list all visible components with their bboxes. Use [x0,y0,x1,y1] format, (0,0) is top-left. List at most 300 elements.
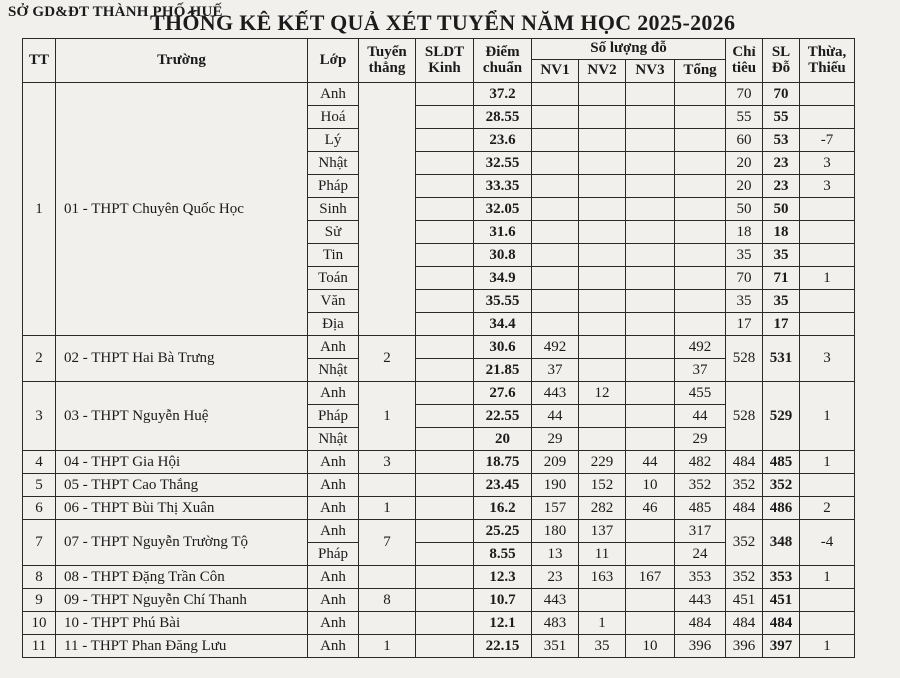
row-nv2 [579,405,626,428]
row-nv2 [579,359,626,382]
row-nv1 [532,152,579,175]
row-lop: Hoá [308,106,359,129]
row-tt: 2 [23,336,56,382]
row-chi-tieu: 484 [726,497,763,520]
row-lop: Sinh [308,198,359,221]
row-nv3: 167 [626,566,675,589]
row-nv1: 351 [532,635,579,658]
row-lop: Nhật [308,152,359,175]
table-row [23,336,855,359]
row-lop: Pháp [308,175,359,198]
row-sl-do: 17 [763,313,800,336]
row-sl-do: 353 [763,566,800,589]
row-tong: 29 [675,428,726,451]
row-nv2: 35 [579,635,626,658]
row-tong [675,175,726,198]
col-diem-chuan [474,39,532,83]
row-thua-thieu [800,221,855,244]
row-nv2 [579,244,626,267]
row-nv2: 1 [579,612,626,635]
row-nv3 [626,589,675,612]
row-nv1: 157 [532,497,579,520]
col-sl-do-label: SL Đỗ [771,43,791,76]
row-diem-chuan: 33.35 [474,175,532,198]
row-chi-tieu: 396 [726,635,763,658]
row-sl-do: 485 [763,451,800,474]
row-sl-do: 23 [763,152,800,175]
row-lop: Sử [308,221,359,244]
row-nv3 [626,244,675,267]
table-row [23,612,855,635]
col-tuyen-thang-label: Tuyển thẳng [367,43,407,76]
row-school-name: 04 - THPT Gia Hội [56,451,308,474]
row-tuyen-thang [359,612,416,635]
row-lop: Tin [308,244,359,267]
row-chi-tieu: 35 [726,290,763,313]
row-nv2 [579,106,626,129]
row-lop: Văn [308,290,359,313]
row-diem-chuan: 12.1 [474,612,532,635]
row-thua-thieu [800,474,855,497]
row-chi-tieu: 20 [726,152,763,175]
row-tt: 7 [23,520,56,566]
row-lop: Anh [308,566,359,589]
row-diem-chuan: 8.55 [474,543,532,566]
row-nv3 [626,359,675,382]
row-tong: 353 [675,566,726,589]
row-nv3 [626,267,675,290]
row-diem-chuan: 25.25 [474,520,532,543]
row-chi-tieu: 60 [726,129,763,152]
table-row [23,474,855,497]
col-nv2: NV2 [579,60,626,83]
row-tt: 1 [23,83,56,336]
row-nv2: 152 [579,474,626,497]
row-diem-chuan: 23.6 [474,129,532,152]
col-sl-do [763,39,800,83]
row-chi-tieu: 352 [726,474,763,497]
row-tong: 482 [675,451,726,474]
row-nv3 [626,520,675,543]
row-sldt-kinh [416,543,474,566]
row-thua-thieu: 1 [800,566,855,589]
col-thua-thieu [800,39,855,83]
row-tuyen-thang: 7 [359,520,416,566]
row-nv3: 46 [626,497,675,520]
row-nv1 [532,290,579,313]
row-lop: Anh [308,497,359,520]
row-thua-thieu: 1 [800,635,855,658]
row-thua-thieu: 3 [800,152,855,175]
row-nv1 [532,244,579,267]
row-tong [675,83,726,106]
row-tong [675,313,726,336]
row-nv2 [579,152,626,175]
col-nv1: NV1 [532,60,579,83]
row-lop: Anh [308,336,359,359]
row-nv1: 44 [532,405,579,428]
row-nv2 [579,221,626,244]
row-diem-chuan: 21.85 [474,359,532,382]
table-row [23,83,855,106]
row-nv1 [532,267,579,290]
row-thua-thieu [800,106,855,129]
row-nv2 [579,290,626,313]
row-thua-thieu: 1 [800,267,855,290]
row-sl-do: 35 [763,244,800,267]
row-lop: Địa [308,313,359,336]
row-thua-thieu: 1 [800,382,855,451]
col-thua-thieu-label: Thừa, Thiếu [807,43,847,76]
table-row [23,589,855,612]
row-sldt-kinh [416,267,474,290]
row-tong [675,129,726,152]
row-school-name: 02 - THPT Hai Bà Trưng [56,336,308,382]
row-sldt-kinh [416,612,474,635]
row-sldt-kinh [416,382,474,405]
row-sldt-kinh [416,175,474,198]
row-sldt-kinh [416,520,474,543]
row-nv1: 23 [532,566,579,589]
row-sl-do: 71 [763,267,800,290]
row-nv1 [532,221,579,244]
row-thua-thieu [800,83,855,106]
row-diem-chuan: 22.15 [474,635,532,658]
row-chi-tieu: 17 [726,313,763,336]
row-diem-chuan: 20 [474,428,532,451]
row-nv1 [532,129,579,152]
row-thua-thieu: 1 [800,451,855,474]
row-tong: 484 [675,612,726,635]
row-chi-tieu: 50 [726,198,763,221]
col-tuyen-thang [359,39,416,83]
row-nv3 [626,106,675,129]
row-diem-chuan: 30.8 [474,244,532,267]
row-tong [675,267,726,290]
col-diem-chuan-label: Điểm chuẩn [482,43,523,76]
row-lop: Anh [308,635,359,658]
row-nv1: 492 [532,336,579,359]
row-sldt-kinh [416,336,474,359]
row-school-name: 09 - THPT Nguyễn Chí Thanh [56,589,308,612]
row-lop: Nhật [308,359,359,382]
row-tuyen-thang: 8 [359,589,416,612]
row-tt: 8 [23,566,56,589]
row-lop: Anh [308,382,359,405]
row-sldt-kinh [416,497,474,520]
row-chi-tieu: 18 [726,221,763,244]
col-lop: Lớp [308,39,359,83]
row-sldt-kinh [416,428,474,451]
row-sldt-kinh [416,451,474,474]
row-tong: 352 [675,474,726,497]
row-thua-thieu: -7 [800,129,855,152]
row-diem-chuan: 12.3 [474,566,532,589]
row-sldt-kinh [416,474,474,497]
row-sldt-kinh [416,152,474,175]
row-diem-chuan: 16.2 [474,497,532,520]
row-nv3 [626,428,675,451]
row-nv2: 282 [579,497,626,520]
col-so-luong-do: Số lượng đỗ [532,39,726,60]
row-sldt-kinh [416,566,474,589]
row-tuyen-thang [359,83,416,336]
row-nv3 [626,290,675,313]
row-chi-tieu: 20 [726,175,763,198]
row-nv2: 229 [579,451,626,474]
row-sldt-kinh [416,359,474,382]
row-nv3: 10 [626,474,675,497]
row-lop: Nhật [308,428,359,451]
row-lop: Anh [308,474,359,497]
row-tong [675,244,726,267]
row-nv2 [579,589,626,612]
row-sl-do: 50 [763,198,800,221]
row-diem-chuan: 27.6 [474,382,532,405]
row-nv2: 11 [579,543,626,566]
row-chi-tieu: 70 [726,83,763,106]
row-thua-thieu [800,313,855,336]
row-tt: 11 [23,635,56,658]
row-sldt-kinh [416,198,474,221]
col-sldt-kinh-label: SLDT Kinh [424,43,465,76]
row-nv2 [579,129,626,152]
row-nv1 [532,198,579,221]
row-nv3 [626,313,675,336]
row-diem-chuan: 18.75 [474,451,532,474]
row-sl-do: 451 [763,589,800,612]
row-sl-do: 486 [763,497,800,520]
row-sl-do: 529 [763,382,800,451]
row-nv2 [579,336,626,359]
row-sldt-kinh [416,106,474,129]
row-sl-do: 484 [763,612,800,635]
row-nv2 [579,83,626,106]
row-tuyen-thang: 1 [359,635,416,658]
row-sl-do: 55 [763,106,800,129]
table-row [23,497,855,520]
row-diem-chuan: 30.6 [474,336,532,359]
row-school-name: 08 - THPT Đặng Trần Côn [56,566,308,589]
table-row [23,520,855,543]
row-diem-chuan: 23.45 [474,474,532,497]
row-nv1 [532,175,579,198]
row-nv1: 13 [532,543,579,566]
row-nv2 [579,175,626,198]
row-lop: Pháp [308,405,359,428]
row-diem-chuan: 35.55 [474,290,532,313]
row-lop: Toán [308,267,359,290]
row-tuyen-thang [359,474,416,497]
row-tuyen-thang: 3 [359,451,416,474]
row-lop: Anh [308,520,359,543]
row-tt: 3 [23,382,56,451]
row-thua-thieu: 3 [800,175,855,198]
row-diem-chuan: 28.55 [474,106,532,129]
row-sldt-kinh [416,635,474,658]
row-sldt-kinh [416,589,474,612]
table-body [23,83,855,658]
row-nv3 [626,612,675,635]
row-nv2: 12 [579,382,626,405]
row-sl-do: 397 [763,635,800,658]
row-tong: 485 [675,497,726,520]
table-row [23,635,855,658]
row-nv1: 483 [532,612,579,635]
row-diem-chuan: 22.55 [474,405,532,428]
row-tong [675,290,726,313]
row-school-name: 06 - THPT Bùi Thị Xuân [56,497,308,520]
row-school-name: 07 - THPT Nguyễn Trường Tộ [56,520,308,566]
row-lop: Anh [308,451,359,474]
row-diem-chuan: 37.2 [474,83,532,106]
row-nv3 [626,129,675,152]
row-sldt-kinh [416,244,474,267]
row-diem-chuan: 32.05 [474,198,532,221]
col-chi-tieu-label: Chỉ tiêu [731,43,757,76]
row-nv3 [626,543,675,566]
row-thua-thieu: 2 [800,497,855,520]
row-sl-do: 531 [763,336,800,382]
agency-name: SỞ GD&ĐT THÀNH PHỐ HUẾ [8,4,223,20]
table-row [23,451,855,474]
row-nv3 [626,175,675,198]
row-school-name: 03 - THPT Nguyễn Huệ [56,382,308,451]
page-title: THỐNG KÊ KẾT QUẢ XÉT TUYỂN NĂM HỌC 2025-2026 [150,10,736,35]
row-nv2 [579,428,626,451]
col-truong: Trường [56,39,308,83]
row-diem-chuan: 34.4 [474,313,532,336]
row-tong: 317 [675,520,726,543]
row-nv1 [532,106,579,129]
row-chi-tieu: 451 [726,589,763,612]
row-chi-tieu: 352 [726,566,763,589]
row-nv1: 443 [532,589,579,612]
row-tong: 396 [675,635,726,658]
row-chi-tieu: 35 [726,244,763,267]
table-row [23,566,855,589]
row-tt: 4 [23,451,56,474]
row-nv3: 10 [626,635,675,658]
row-thua-thieu [800,290,855,313]
row-diem-chuan: 34.9 [474,267,532,290]
row-tong: 37 [675,359,726,382]
row-nv3 [626,198,675,221]
row-nv1: 29 [532,428,579,451]
row-tong: 44 [675,405,726,428]
row-sldt-kinh [416,290,474,313]
row-nv2 [579,198,626,221]
row-chi-tieu: 352 [726,520,763,566]
row-thua-thieu [800,589,855,612]
row-tong [675,221,726,244]
row-nv2: 137 [579,520,626,543]
row-tong [675,198,726,221]
row-thua-thieu [800,612,855,635]
row-sl-do: 23 [763,175,800,198]
row-sldt-kinh [416,405,474,428]
row-tuyen-thang: 1 [359,497,416,520]
row-school-name: 05 - THPT Cao Thắng [56,474,308,497]
row-nv2 [579,267,626,290]
row-lop: Anh [308,589,359,612]
row-nv1: 209 [532,451,579,474]
row-nv3 [626,382,675,405]
results-table [22,38,855,658]
row-nv1: 190 [532,474,579,497]
row-thua-thieu: -4 [800,520,855,566]
row-thua-thieu: 3 [800,336,855,382]
row-nv1 [532,83,579,106]
row-tuyen-thang: 1 [359,382,416,451]
row-chi-tieu: 55 [726,106,763,129]
row-chi-tieu: 484 [726,451,763,474]
row-sldt-kinh [416,83,474,106]
row-sl-do: 53 [763,129,800,152]
row-school-name: 01 - THPT Chuyên Quốc Học [56,83,308,336]
row-nv3 [626,83,675,106]
row-diem-chuan: 31.6 [474,221,532,244]
row-sl-do: 70 [763,83,800,106]
row-lop: Pháp [308,543,359,566]
col-chi-tieu [726,39,763,83]
row-lop: Anh [308,83,359,106]
row-tt: 5 [23,474,56,497]
row-tt: 9 [23,589,56,612]
row-chi-tieu: 70 [726,267,763,290]
row-nv3: 44 [626,451,675,474]
row-thua-thieu [800,244,855,267]
row-tt: 6 [23,497,56,520]
col-nv3: NV3 [626,60,675,83]
row-nv3 [626,221,675,244]
row-nv3 [626,405,675,428]
col-tong: Tổng [675,60,726,83]
row-sldt-kinh [416,313,474,336]
row-nv2: 163 [579,566,626,589]
row-nv1: 443 [532,382,579,405]
row-diem-chuan: 10.7 [474,589,532,612]
row-lop: Anh [308,612,359,635]
row-tong: 443 [675,589,726,612]
col-tt: TT [23,39,56,83]
row-tuyen-thang [359,566,416,589]
row-sl-do: 352 [763,474,800,497]
row-tt: 10 [23,612,56,635]
row-school-name: 10 - THPT Phú Bài [56,612,308,635]
row-tong: 455 [675,382,726,405]
row-thua-thieu [800,198,855,221]
row-tong: 492 [675,336,726,359]
row-nv2 [579,313,626,336]
row-chi-tieu: 528 [726,336,763,382]
row-sl-do: 18 [763,221,800,244]
row-nv1: 37 [532,359,579,382]
row-tong [675,106,726,129]
col-sldt-kinh [416,39,474,83]
row-nv3 [626,152,675,175]
row-chi-tieu: 484 [726,612,763,635]
row-sldt-kinh [416,221,474,244]
row-tuyen-thang: 2 [359,336,416,382]
row-nv1 [532,313,579,336]
row-diem-chuan: 32.55 [474,152,532,175]
row-sl-do: 348 [763,520,800,566]
row-tong: 24 [675,543,726,566]
row-sldt-kinh [416,129,474,152]
row-sl-do: 35 [763,290,800,313]
table-header [23,39,855,83]
